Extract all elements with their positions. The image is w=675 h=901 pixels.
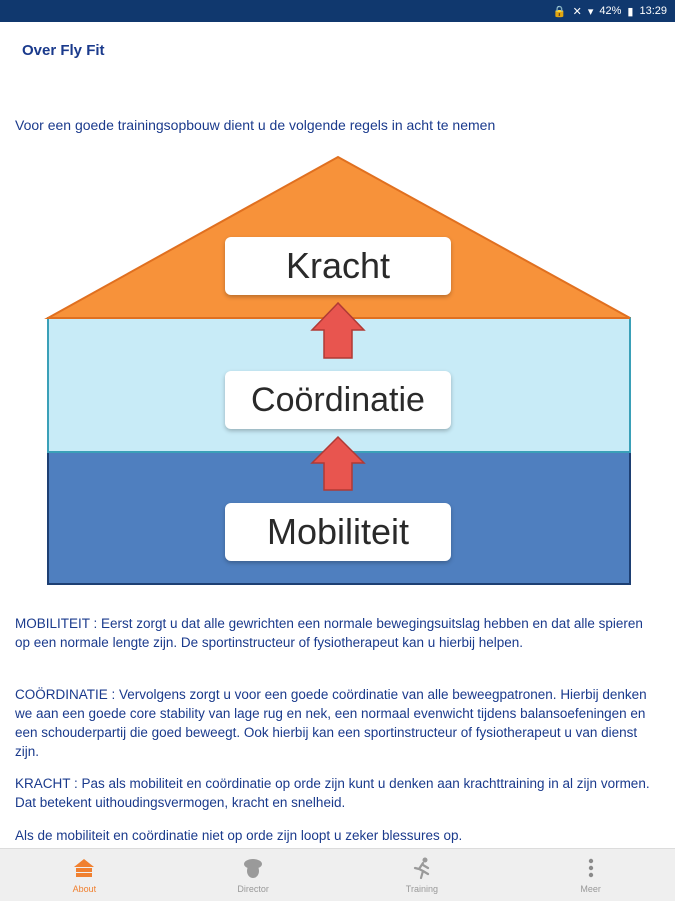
description-coordinatie: COÖRDINATIE : Vervolgens zorgt u voor een goede coördinatie van alle beweegpatronen. Hierbij denken we aan een goede core stability van lage rug en nek, een normaal evenwicht tijdens balansoefeningen en een schouderpartij die goed beweegt. Ook hierbij kan een sportinstructeur of fysiotherapeut u van dienst zijn. bbox=[15, 687, 647, 759]
nav-label: About bbox=[72, 884, 97, 894]
bottom-navigation bbox=[0, 848, 675, 901]
home-icon bbox=[72, 856, 96, 880]
level-mobiliteit: Mobiliteit bbox=[225, 503, 451, 561]
wifi-icon: ▾ bbox=[587, 5, 594, 18]
battery-percent: 42% bbox=[599, 5, 622, 17]
runner-icon bbox=[410, 856, 434, 880]
status-bar bbox=[0, 0, 675, 22]
description-kracht: KRACHT : Pas als mobiliteit en coördinatie op orde zijn kunt u denken aan krachttraining in al zijn vormen. Dat betekent uithoudingsvermogen, kracht en snelheid. bbox=[15, 776, 650, 810]
nav-label: Training bbox=[405, 884, 438, 894]
nav-item-training[interactable] bbox=[362, 856, 482, 894]
intro-text: Voor een goede trainingsopbouw dient u de volgende regels in acht te nemen bbox=[15, 117, 496, 133]
page-title: Over Fly Fit bbox=[22, 42, 105, 59]
nav-label: Meer bbox=[580, 884, 601, 894]
level-kracht: Kracht bbox=[225, 237, 451, 295]
battery-lock-icon: 🔒 bbox=[552, 5, 567, 18]
acorn-icon bbox=[241, 856, 265, 880]
more-vertical-icon bbox=[579, 856, 603, 880]
battery-icon: ▮ bbox=[627, 5, 634, 18]
mute-icon: ✕ bbox=[572, 5, 582, 18]
description-mobiliteit: MOBILITEIT : Eerst zorgt u dat alle gewrichten een normale bewegingsuitslag hebben en dat alle spieren op een normale lengte zijn. De sportinstructeur of fysiotherapeut kan u hierbij helpen. bbox=[15, 616, 643, 650]
clock: 13:29 bbox=[639, 5, 667, 17]
nav-label: Director bbox=[237, 884, 269, 894]
nav-item-about[interactable] bbox=[24, 856, 144, 894]
description-warning: Als de mobiliteit en coördinatie niet op orde zijn loopt u zeker blessures op. bbox=[15, 828, 463, 843]
level-coordinatie: Coördinatie bbox=[225, 371, 451, 429]
nav-item-director[interactable] bbox=[193, 856, 313, 894]
nav-item-meer[interactable] bbox=[531, 856, 651, 894]
